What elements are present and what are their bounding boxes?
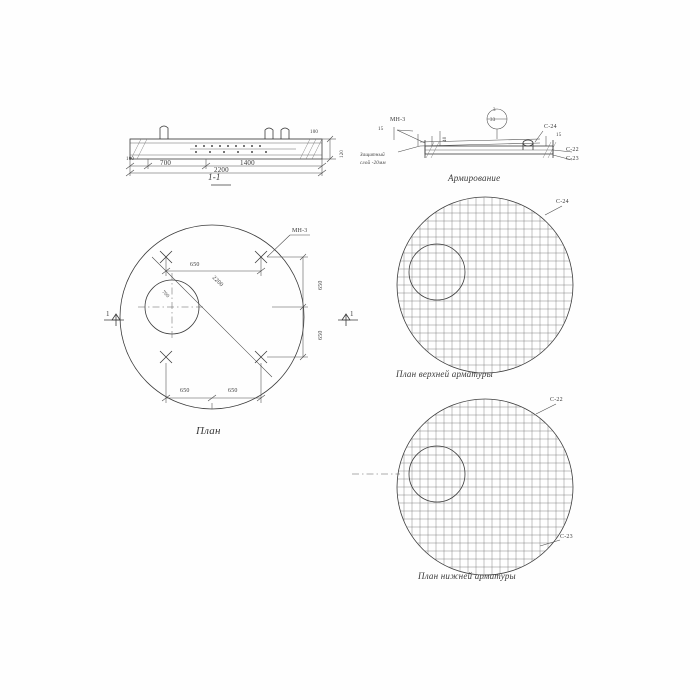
section-dim-1400: 1400	[240, 159, 255, 167]
section-dim-right-top: 100	[310, 130, 319, 135]
plan-dim-650-bottom-right: 650	[228, 388, 238, 394]
plan-dim-650-right-bottom: 650	[318, 330, 324, 340]
detail-label-c22: С-22	[566, 147, 579, 153]
plan-dim-650-top: 650	[190, 262, 200, 268]
lower-plan-title: План нижней арматуры	[418, 571, 516, 581]
detail-label-c24: С-24	[544, 124, 557, 130]
upper-plan-title: План верхней арматуры	[396, 369, 493, 379]
section-dim-left: 100	[126, 157, 135, 162]
detail-label-c23: С-23	[566, 156, 579, 162]
section-dim-height: 120	[340, 149, 345, 158]
detail-label-mn3: МН-3	[390, 117, 406, 123]
plan-dim-650-right-top: 650	[318, 280, 324, 290]
detail-tick-mid: 40	[443, 136, 448, 142]
plan-dim-650-bottom-left: 650	[180, 388, 190, 394]
detail-tick-right: 15	[556, 133, 562, 138]
section-dim-700: 700	[160, 159, 172, 167]
detail-tick-left: 15	[378, 127, 384, 132]
plan-title: План	[196, 425, 221, 437]
plan-mark-left: 1	[106, 310, 110, 318]
plan-mark-right: 1	[350, 310, 354, 318]
section-title: 1-1	[208, 172, 221, 182]
section-dim-total: 2200	[214, 166, 229, 174]
detail-bubble-bottom: 33	[490, 118, 496, 123]
plan-dim-hole: 700	[160, 290, 170, 300]
lower-label-c22: С-22	[550, 397, 563, 403]
lower-label-c23: С-23	[560, 534, 573, 540]
upper-label-c24: С-24	[556, 199, 569, 205]
plan-label-mn3: МН-3	[292, 228, 308, 234]
reinforcement-title: Армирование	[448, 173, 501, 183]
plan-dim-diagonal: 2200	[210, 275, 225, 289]
detail-protective-line1: Защитный	[360, 153, 385, 158]
detail-bubble-top: 3	[493, 108, 496, 113]
detail-protective-line2: слой -20мм	[360, 161, 386, 166]
